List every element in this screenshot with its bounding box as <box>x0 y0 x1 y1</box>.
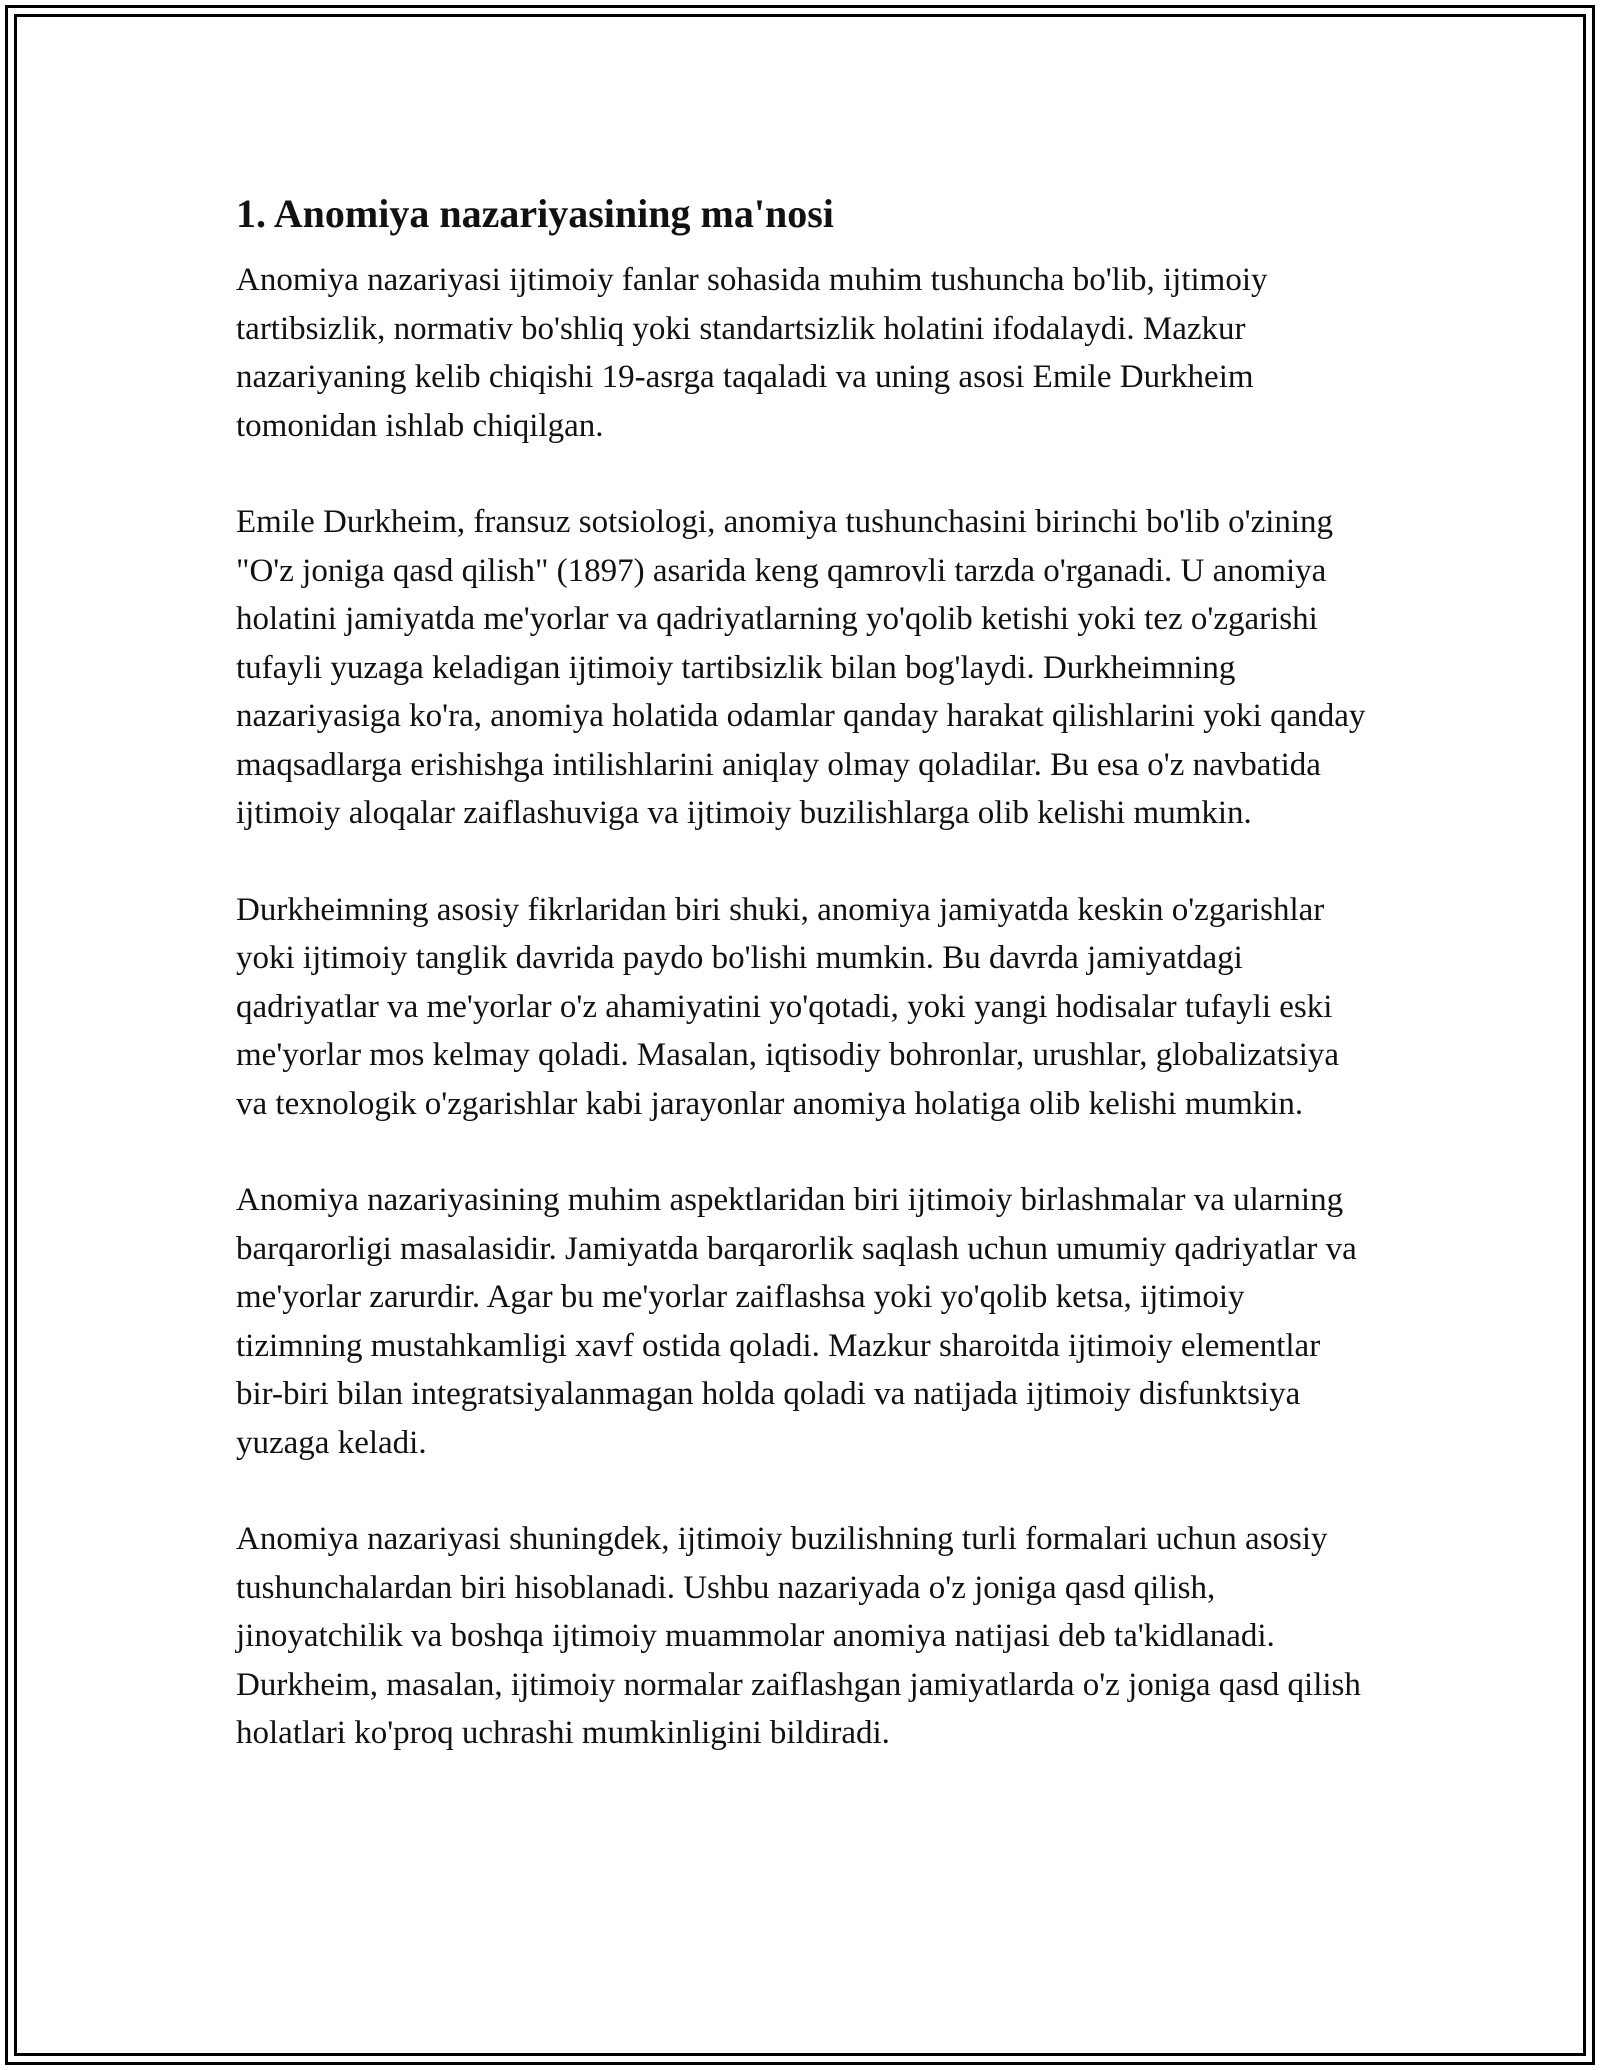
paragraph-5: Anomiya nazariyasi shuningdek, ijtimoiy buzilishning turli formalari uchun asosiy tushunchalardan biri hisoblanadi. Ushbu nazariyada o'z joniga qasd qilish, jinoyatchilik va boshqa ijtimoiy muammolar anomiya natijasi deb ta'kidlanadi. Durkheim, masalan, ijtimoiy normalar zaiflashgan jamiyatlarda o'z joniga qasd qilish holatlari ko'proq uchrashi mumkinligini bildiradi. <box>236 1521 1361 1751</box>
paragraph-4: Anomiya nazariyasining muhim aspektlaridan biri ijtimoiy birlashmalar va ularning barqarorligi masalasidir. Jamiyatda barqarorlik saqlash uchun umumiy qadriyatlar va me'yorlar zarurdir. Agar bu me'yorlar zaiflashsa yoki yo'qolib ketsa, ijtimoiy tizimning mustahkamligi xavf ostida qoladi. Mazkur sharoitda ijtimoiy elementlar bir-biri bilan integratsiyalanmagan holda qoladi va natijada ijtimoiy disfunktsiya yuzaga keladi. <box>236 1182 1357 1461</box>
document-body <box>236 186 1366 1806</box>
paragraph-2: Emile Durkheim, fransuz sotsiologi, anomiya tushunchasini birinchi bo'lib o'zining "O'z joniga qasd qilish" (1897) asarida keng qamrovli tarzda o'rganadi. U anomiya holatini jamiyatda me'yorlar va qadriyatlarning yo'qolib ketishi yoki tez o'zgarishi tufayli yuzaga keladigan ijtimoiy tartibsizlik bilan bog'laydi. Durkheimning nazariyasiga ko'ra, anomiya holatida odamlar qanday harakat qilishlarini yoki qanday maqsadlarga erishishga intilishlarini aniqlay olmay qoladilar. Bu esa o'z navbatida ijtimoiy aloqalar zaiflashuviga va ijtimoiy buzilishlarga olib kelishi mumkin. <box>236 504 1366 831</box>
paragraph-1: Anomiya nazariyasi ijtimoiy fanlar sohasida muhim tushuncha bo'lib, ijtimoiy tartibsizlik, normativ bo'shliq yoki standartsizlik holatini ifodalaydi. Mazkur nazariyaning kelib chiqishi 19-asrga taqaladi va uning asosi Emile Durkheim tomonidan ishlab chiqilgan. <box>236 262 1268 444</box>
paragraph-3: Durkheimning asosiy fikrlaridan biri shuki, anomiya jamiyatda keskin o'zgarishlar yoki ijtimoiy tanglik davrida paydo bo'lishi mumkin. Bu davrda jamiyatdagi qadriyatlar va me'yorlar o'z ahamiyatini yo'qotadi, yoki yangi hodisalar tufayli eski me'yorlar mos kelmay qoladi. Masalan, iqtisodiy bohronlar, urushlar, globalizatsiya va texnologik o'zgarishlar kabi jarayonlar anomiya holatiga olib kelishi mumkin. <box>236 891 1340 1122</box>
section-title: 1. Anomiya nazariyasining ma'nosi <box>236 191 834 236</box>
